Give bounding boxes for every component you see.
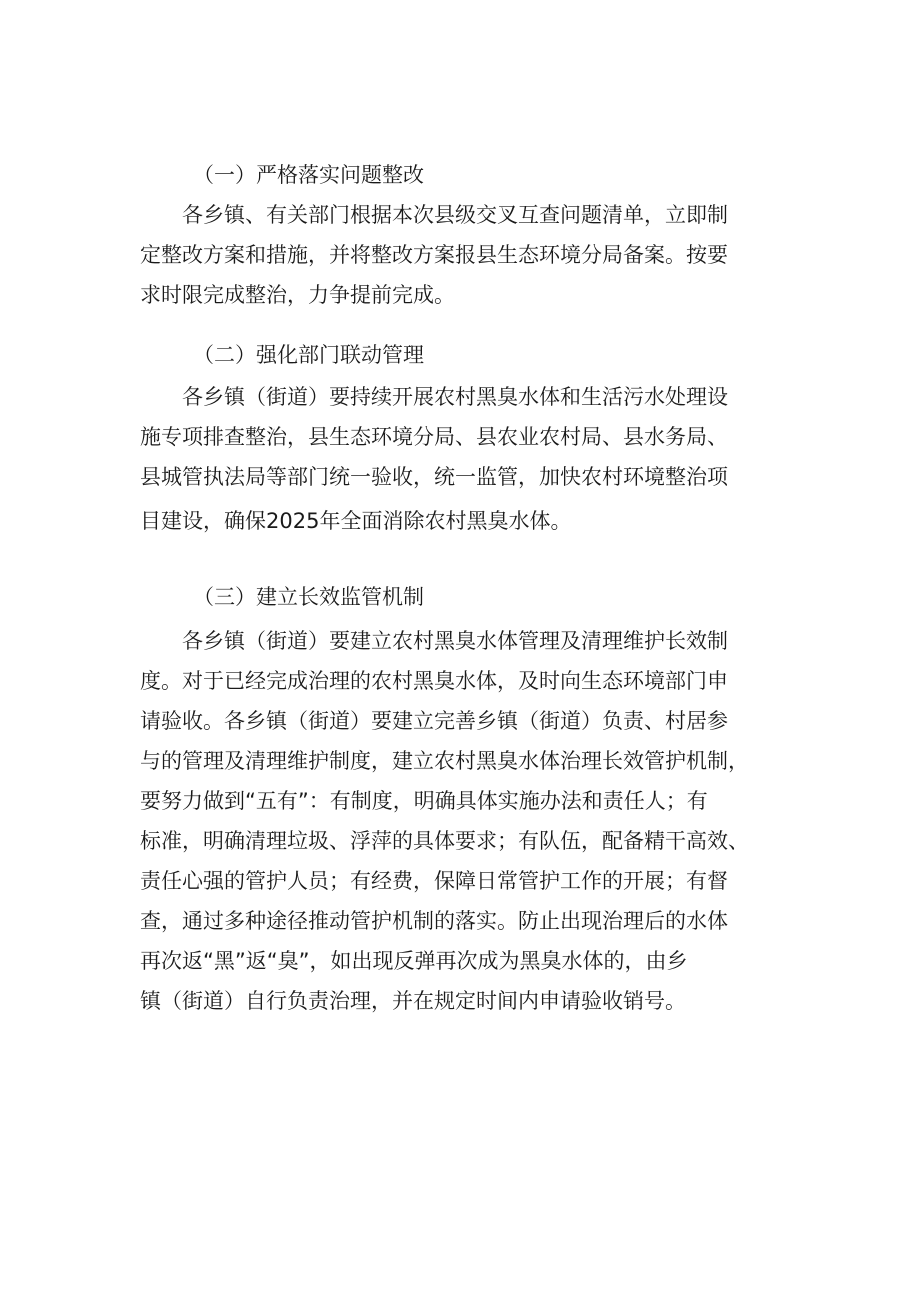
paragraph-line: 与的管理及清理维护制度，建立农村黑臭水体治理长效管护机制， [140,749,749,773]
section-heading-2: （二）强化部门联动管理 [193,343,424,367]
paragraph-line: 求时限完成整治，力争提前完成。 [140,283,455,307]
paragraph-line: 责任心强的管护人员；有经费，保障日常管护工作的开展；有督 [140,869,728,893]
paragraph-line: 各乡镇（街道）要持续开展农村黑臭水体和生活污水处理设 [182,385,728,409]
paragraph-line: 请验收。各乡镇（街道）要建立完善乡镇（街道）负责、村居参 [140,709,728,733]
paragraph-line: 县城管执法局等部门统一验收，统一监管，加快农村环境整治项 [140,465,728,489]
paragraph-line: 再次返“黑”返“臭”，如出现反弹再次成为黑臭水体的，由乡 [140,949,688,973]
paragraph-line: 定整改方案和措施，并将整改方案报县生态环境分局备案。按要 [140,243,728,267]
paragraph-line: 查，通过多种途径推动管护机制的落实。防止出现治理后的水体 [140,909,728,933]
paragraph-line: 镇（街道）自行负责治理，并在规定时间内申请验收销号。 [140,989,686,1013]
paragraph-line: 度。对于已经完成治理的农村黑臭水体，及时向生态环境部门申 [140,669,728,693]
paragraph-line: 标准，明确清理垃圾、浮萍的具体要求；有队伍，配备精干高效、 [140,829,749,853]
section-heading-1: （一）严格落实问题整改 [193,163,424,187]
paragraph-line: 各乡镇、有关部门根据本次县级交叉互查问题清单，立即制 [182,203,728,227]
section-heading-3: （三）建立长效监管机制 [193,585,424,609]
paragraph-line: 施专项排查整治，县生态环境分局、县农业农村局、县水务局、 [140,425,728,449]
paragraph-line: 要努力做到“五有”：有制度，明确具体实施办法和责任人；有 [140,789,708,813]
paragraph-line: 各乡镇（街道）要建立农村黑臭水体管理及清理维护长效制 [182,629,728,653]
paragraph-line: 目建设，确保2025年全面消除农村黑臭水体。 [140,509,572,533]
